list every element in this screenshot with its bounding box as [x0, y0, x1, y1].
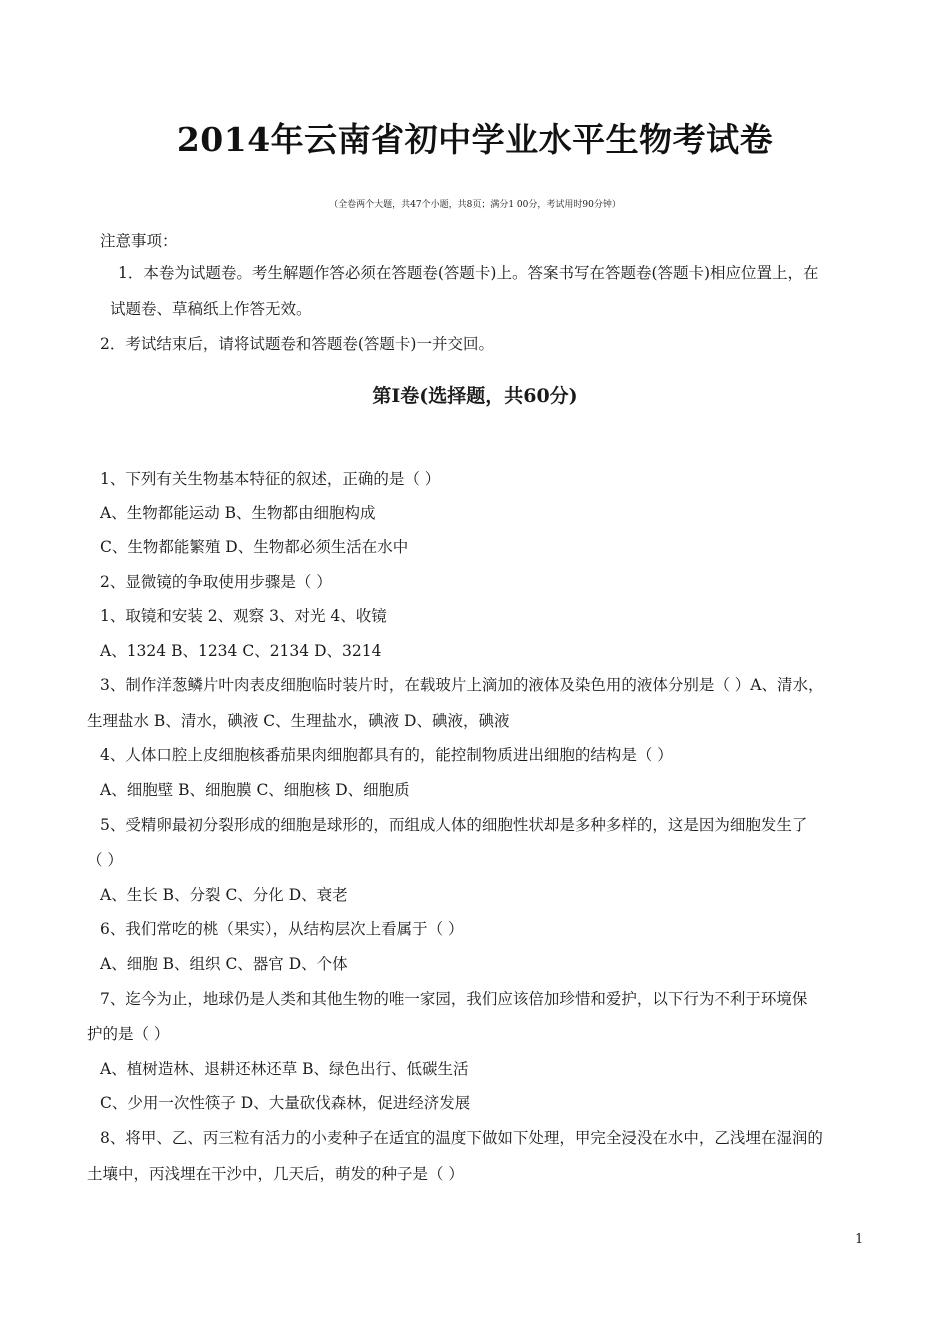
- page-number: 1: [855, 1232, 864, 1247]
- question-line: A、生长 B、分裂 C、分化 D、衰老: [100, 886, 348, 904]
- notes-heading: 注意事项：: [100, 232, 178, 250]
- note-item: 2．考试结束后，请将试题卷和答题卷(答题卡)一并交回。: [100, 335, 494, 353]
- question-line: 3、制作洋葱鳞片叶肉表皮细胞临时装片时，在载玻片上滴加的液体及染色用的液体分别是（ ）A、清水，: [100, 676, 824, 694]
- question-line: A、1324 B、1234 C、2134 D、3214: [100, 642, 382, 660]
- question-line: 2、显微镜的争取使用步骤是（ ）: [100, 573, 332, 591]
- question-line: 1、下列有关生物基本特征的叙述，正确的是（ ）: [100, 470, 441, 488]
- question-line: A、细胞壁 B、细胞膜 C、细胞核 D、细胞质: [100, 781, 410, 799]
- question-line: 护的是（ ）: [87, 1025, 170, 1043]
- question-line: （ ）: [87, 851, 123, 869]
- question-line: 生理盐水 B、清水，碘液 C、生理盐水，碘液 D、碘液，碘液: [87, 712, 510, 730]
- question-line: A、细胞 B、组织 C、器官 D、个体: [100, 955, 348, 973]
- question-line: A、生物都能运动 B、生物都由细胞构成: [100, 504, 376, 522]
- page-title: 2014年云南省初中学业水平生物考试卷: [176, 120, 774, 159]
- question-line: C、生物都能繁殖 D、生物都必须生活在水中: [100, 538, 409, 556]
- question-line: 8、将甲、乙、丙三粒有活力的小麦种子在适宜的温度下做如下处理，甲完全浸没在水中，乙浅埋在湿润的: [100, 1129, 823, 1147]
- question-line: C、少用一次性筷子 D、大量砍伐森林，促进经济发展: [100, 1094, 471, 1112]
- question-line: 7、迄今为止，地球仍是人类和其他生物的唯一家园，我们应该倍加珍惜和爱护，以下行为不利于环境保: [100, 990, 808, 1008]
- question-line: A、植树造林、退耕还林还草 B、绿色出行、低碳生活: [100, 1060, 469, 1078]
- question-line: 5、受精卵最初分裂形成的细胞是球形的，而组成人体的细胞性状却是多种多样的，这是因为细胞发生了: [100, 816, 808, 834]
- question-line: 1、取镜和安装 2、观察 3、对光 4、收镜: [100, 607, 387, 625]
- note-item: 试题卷、草稿纸上作答无效。: [110, 300, 312, 318]
- question-line: 6、我们常吃的桃（果实），从结构层次上看属于（ ）: [100, 920, 464, 938]
- question-line: 土壤中，丙浅埋在干沙中，几天后，萌发的种子是（ ）: [87, 1165, 464, 1183]
- exam-info: （全卷两个大题，共47个小题，共8页；满分1 00分，考试用时90分钟）: [329, 200, 621, 210]
- section-title: 第Ⅰ卷(选择题，共60分): [372, 385, 578, 407]
- question-line: 4、人体口腔上皮细胞核番茄果肉细胞都具有的，能控制物质进出细胞的结构是（ ）: [100, 746, 673, 764]
- note-item: 1．本卷为试题卷。考生解题作答必须在答题卷(答题卡)上。答案书写在答题卷(答题卡)相应位置上，在: [118, 264, 819, 282]
